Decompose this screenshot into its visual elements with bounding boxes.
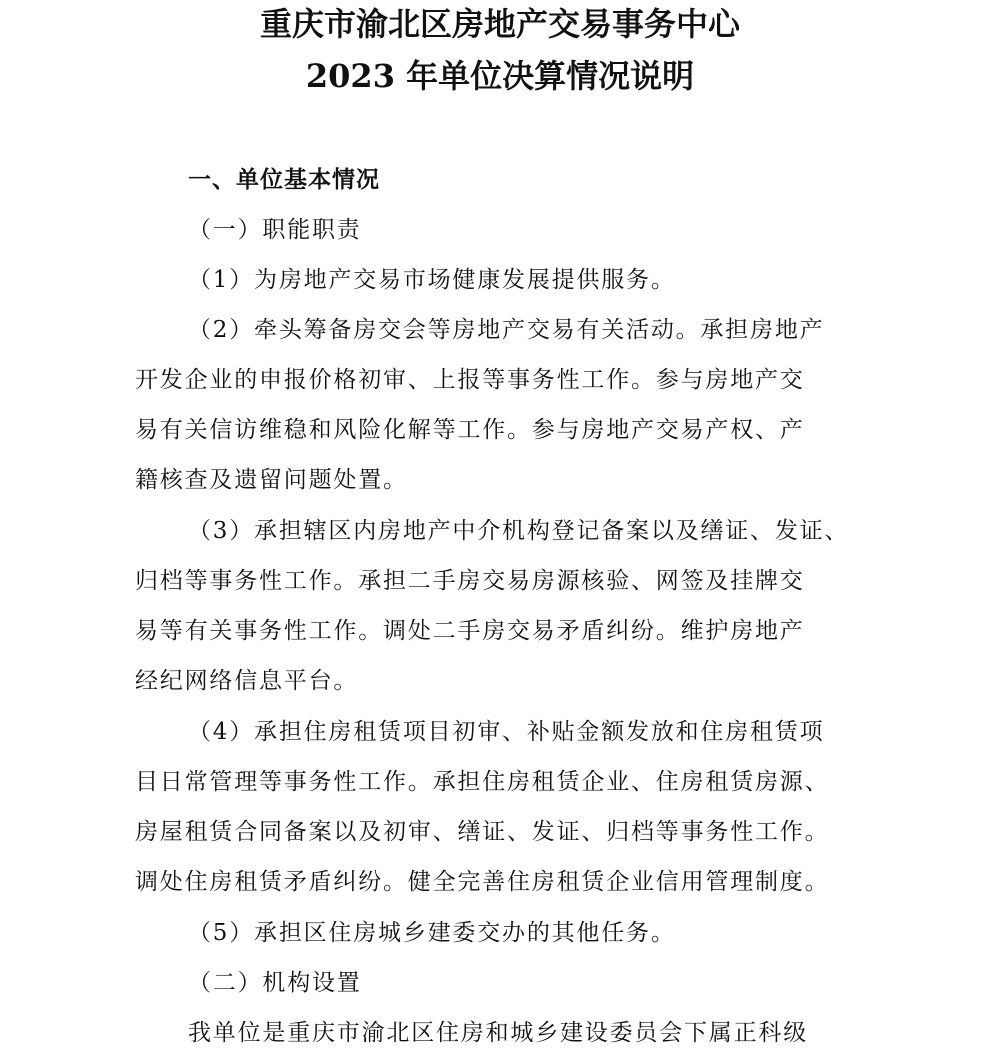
duty-item-3-line: 易等有关事务性工作。调处二手房交易矛盾纠纷。维护房地产 bbox=[135, 618, 805, 644]
subsection-heading-duties: （一）职能职责 bbox=[188, 217, 362, 243]
document-title-line-2: 2023 年单位决算情况说明 bbox=[305, 57, 695, 95]
duty-item-4-line: （4）承担住房租赁项目初审、补贴金额发放和住房租赁项 bbox=[188, 719, 825, 745]
duty-item-3-line: （3）承担辖区内房地产中介机构登记备案以及缮证、发证、 bbox=[188, 518, 850, 544]
duty-item-3-line: 归档等事务性工作。承担二手房交易房源核验、网签及挂牌交 bbox=[135, 568, 805, 594]
duty-item-2-line: （2）牵头筹备房交会等房地产交易有关活动。承担房地产 bbox=[188, 317, 825, 343]
document-title-line-1: 重庆市渝北区房地产交易事务中心 bbox=[259, 5, 740, 43]
duty-item-5: （5）承担区住房城乡建委交办的其他任务。 bbox=[188, 920, 676, 946]
duty-item-2-line: 籍核查及遗留问题处置。 bbox=[135, 467, 408, 493]
duty-item-2-line: 易有关信访维稳和风险化解等工作。参与房地产交易产权、产 bbox=[135, 417, 805, 443]
duty-item-3-line: 经纪网络信息平台。 bbox=[135, 668, 359, 694]
subsection-heading-organization: （二）机构设置 bbox=[188, 970, 362, 996]
section-heading-basic-info: 一、单位基本情况 bbox=[188, 166, 380, 193]
organization-paragraph-line: 我单位是重庆市渝北区住房和城乡建设委员会下属正科级 bbox=[188, 1020, 808, 1046]
duty-item-2-line: 开发企业的申报价格初审、上报等事务性工作。参与房地产交 bbox=[135, 367, 805, 393]
duty-item-4-line: 房屋租赁合同备案以及初审、缮证、发证、归档等事务性工作。 bbox=[135, 819, 830, 845]
duty-item-1: （1）为房地产交易市场健康发展提供服务。 bbox=[188, 267, 676, 293]
duty-item-4-line: 目日常管理等事务性工作。承担住房租赁企业、住房租赁房源、 bbox=[135, 769, 830, 795]
duty-item-4-line: 调处住房租赁矛盾纠纷。健全完善住房租赁企业信用管理制度。 bbox=[135, 869, 830, 895]
